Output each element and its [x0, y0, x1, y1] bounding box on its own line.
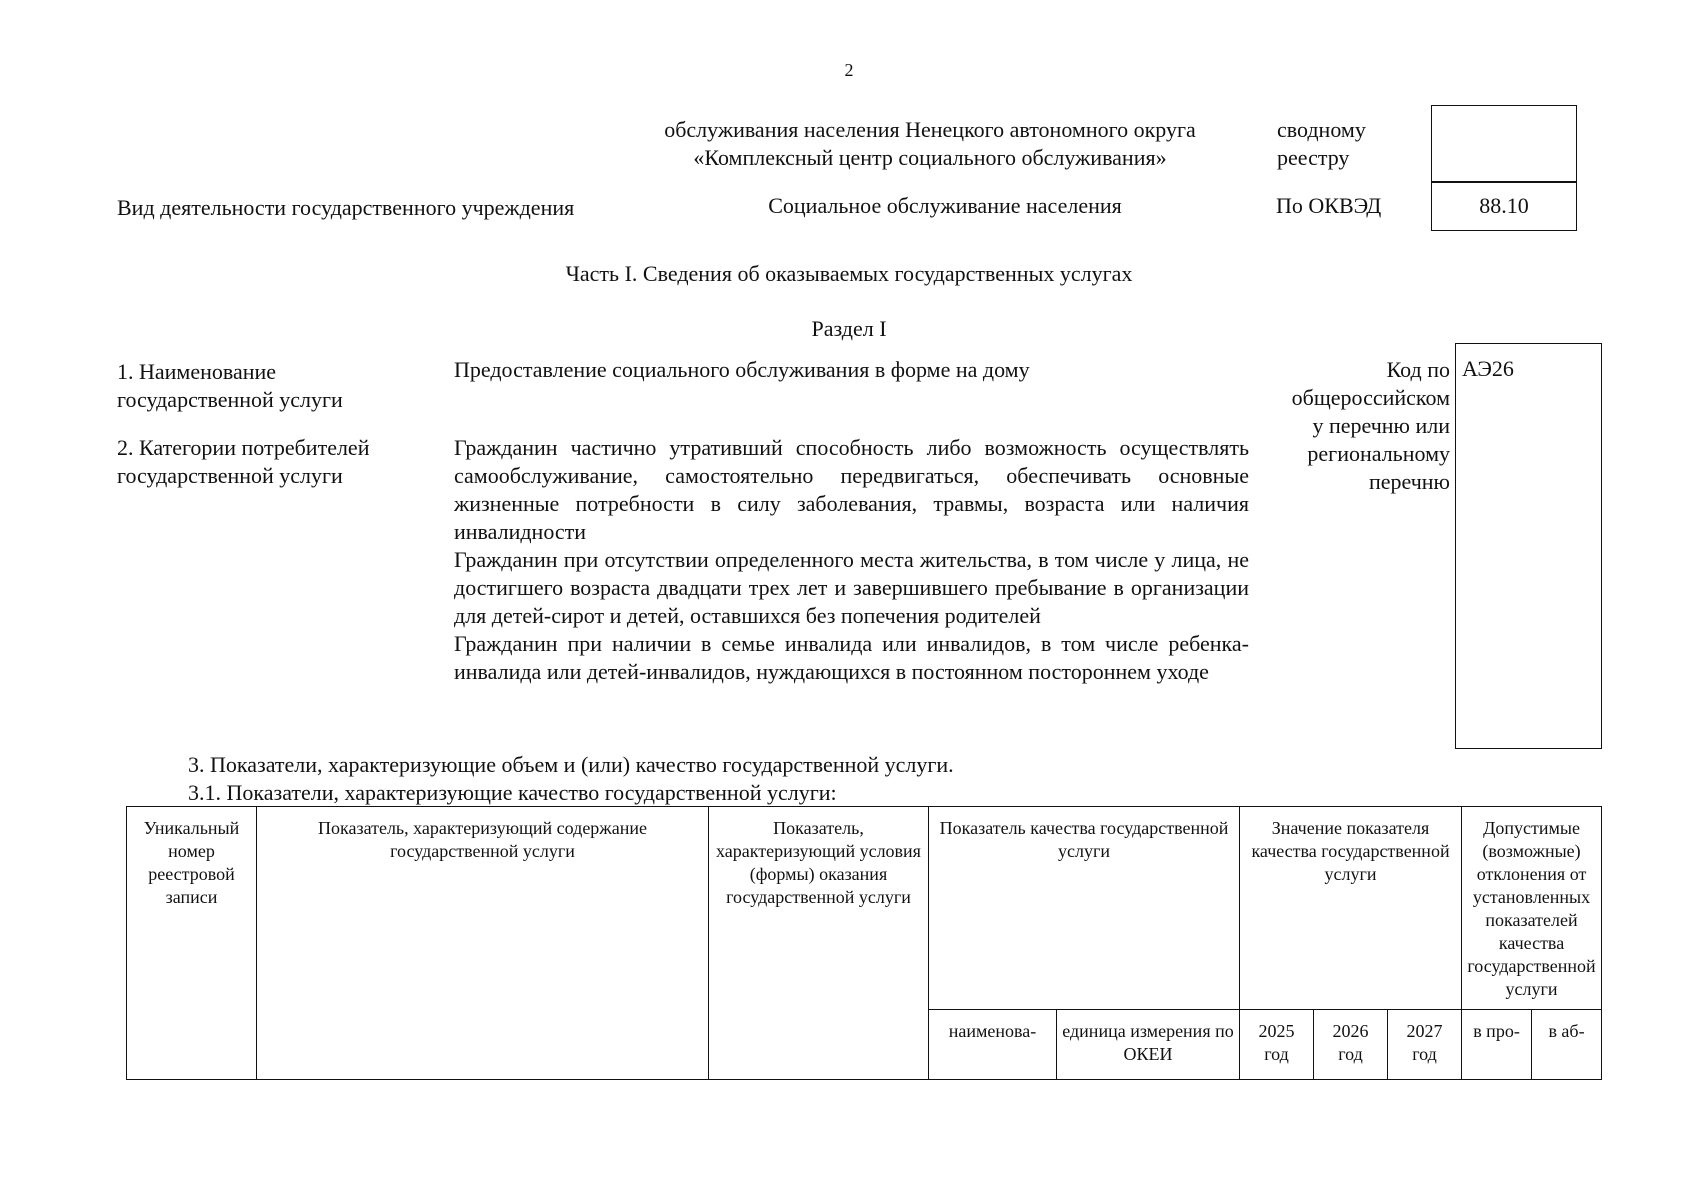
subheader-unit-okei: единица измерения по ОКЕИ: [1057, 1010, 1240, 1080]
service-name-label: [117, 358, 437, 414]
category-item: Гражданин частично утративший способность либо возможность осуществлять самообслуживание, самостоятельно передвигаться, обеспечивать основные жизненные потребности в силу заболевания, травмы, возраста или наличия инвалидности: [454, 435, 1249, 544]
service-name-value: Предоставление социального обслуживания в форме на дому: [454, 357, 1030, 382]
code-label-line: общероссийском: [1291, 385, 1450, 410]
category-item: Гражданин при наличии в семье инвалида или инвалидов, в том числе ребенка-инвалида или детей-инвалидов, нуждающихся в постоянном постороннем уходе: [454, 631, 1249, 684]
registry-label: [1277, 116, 1417, 172]
okved-code-box: [1431, 181, 1577, 231]
subheader-year: 2027 год: [1388, 1010, 1462, 1080]
header-conditions-indicator: Показатель, характеризующий условия (формы) оказания государственной услуги: [709, 807, 929, 1080]
subheader-deviation-absolute: в аб-: [1532, 1010, 1602, 1080]
registry-code-box: [1431, 105, 1577, 183]
header-quality-indicator: Показатель качества государственной услуги: [929, 807, 1240, 1010]
code-label-line: Код по: [1386, 357, 1450, 382]
categories-list: [454, 434, 1249, 686]
category-item: Гражданин при отсутствии определенного места жительства, в том числе у лица, не достигшего возраста двадцати трех лет и завершившего пребывание в организации для детей-сирот и детей, оставшихся без попечения родителей: [454, 547, 1249, 628]
indicators-heading: 3. Показатели, характеризующие объем и (или) качество государственной услуги.: [188, 752, 954, 777]
quality-indicators-table: [126, 806, 1602, 1080]
subheader-name: наименова-: [929, 1010, 1057, 1080]
registry-label-line2: реестру: [1277, 145, 1350, 170]
org-name-line1: обслуживания населения Ненецкого автономного округа: [664, 117, 1196, 142]
okved-label: По ОКВЭД: [1276, 193, 1382, 218]
categories-label: [117, 434, 437, 490]
code-label-line: перечню: [1368, 469, 1450, 494]
page-number: 2: [844, 60, 854, 80]
section-title: Раздел I: [811, 316, 887, 341]
header-indicator-value: Значение показателя качества государственной услуги: [1240, 807, 1462, 1010]
header-allowed-deviation: Допустимые (возможные) отклонения от установленных показателей качества государственной услуги: [1462, 807, 1602, 1010]
part-title: Часть I. Сведения об оказываемых государственных услугах: [565, 261, 1133, 286]
subheader-deviation-percent: в про-: [1462, 1010, 1532, 1080]
service-code-box: [1455, 343, 1602, 749]
org-name-line2: «Комплексный центр социального обслуживания»: [693, 145, 1167, 170]
categories-label-line1: 2. Категории потребителей: [117, 435, 370, 460]
registry-label-line1: сводному: [1277, 117, 1366, 142]
code-label-line: у перечню или: [1312, 413, 1450, 438]
code-label-line: региональному: [1307, 441, 1450, 466]
service-name-label-line1: 1. Наименование: [117, 359, 277, 384]
quality-heading: 3.1. Показатели, характеризующие качество государственной услуги:: [188, 780, 837, 805]
service-name-label-line2: государственной услуги: [117, 387, 343, 412]
activity-value: Социальное обслуживание населения: [768, 193, 1122, 218]
subheader-year: 2026 год: [1314, 1010, 1388, 1080]
code-label: [1262, 356, 1450, 496]
okved-code: 88.10: [1479, 193, 1529, 218]
org-name: [600, 116, 1260, 172]
categories-label-line2: государственной услуги: [117, 463, 343, 488]
header-content-indicator: Показатель, характеризующий содержание государственной услуги: [257, 807, 709, 1080]
activity-label: Вид деятельности государственного учреждения: [117, 195, 575, 220]
service-code: АЭ26: [1462, 356, 1514, 381]
header-unique-number: Уникальный номер реестровой записи: [127, 807, 257, 1080]
subheader-year: 2025 год: [1240, 1010, 1314, 1080]
